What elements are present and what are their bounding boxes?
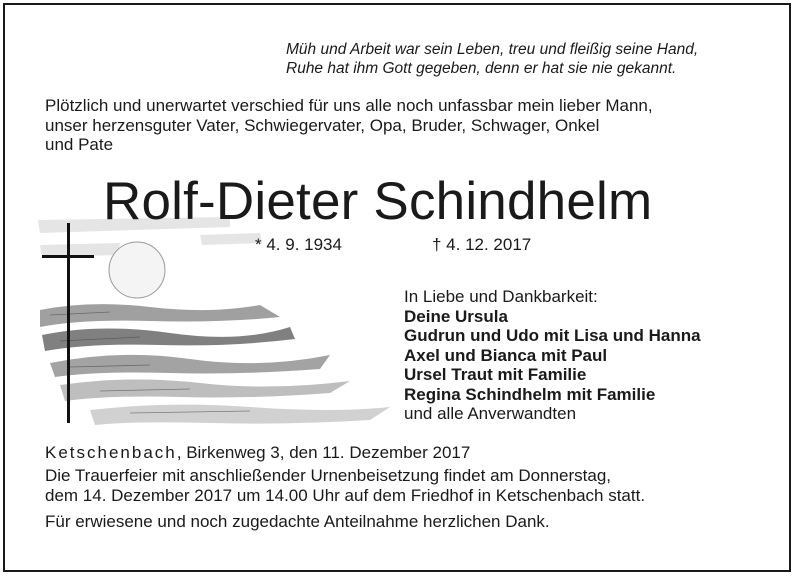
signers-heading: In Liebe und Dankbarkeit: (404, 287, 598, 306)
deceased-name: Rolf-Dieter Schindhelm (103, 172, 653, 231)
signers-block (404, 287, 701, 424)
death-date: † 4. 12. 2017 (432, 235, 532, 254)
place-address-date: , Birkenweg 3, den 11. Dezember 2017 (176, 443, 471, 462)
place-and-date (45, 443, 470, 463)
verse-line-1: Müh und Arbeit war sein Leben, treu und fleißig seine Hand, (286, 41, 699, 58)
signer-name: Deine Ursula (404, 306, 508, 326)
signer-name: Ursel Traut mit Familie (404, 365, 587, 384)
landscape-sun-illustration (30, 215, 400, 430)
mountain-range-2 (42, 327, 295, 351)
birth-date: * 4. 9. 1934 (255, 235, 342, 254)
verse-line-2: Ruhe hat ihm Gott gegeben, denn er hat sie nie gekannt. (286, 60, 677, 77)
mountain-range-4 (60, 379, 350, 401)
thanks-text: Für erwiesene und noch zugedachte Anteilnahme herzlichen Dank. (45, 512, 550, 531)
announcement-line-2: unser herzensguter Vater, Schwiegervater, Opa, Bruder, Schwager, Onkel (45, 115, 600, 135)
memorial-verse (286, 40, 698, 78)
mountain-range-5 (90, 405, 390, 425)
place-city: Ketschenbach (45, 443, 177, 462)
mountain-range-3 (50, 355, 330, 377)
signer-name: Regina Schindhelm mit Familie (404, 384, 656, 404)
mountain-range-1 (40, 304, 280, 327)
sun-disc (109, 242, 165, 298)
announcement-line-1: Plötzlich und unerwartet verschied für uns alle noch unfassbar mein lieber Mann, (45, 96, 653, 115)
announcement-text (45, 96, 653, 155)
signer-name: Gudrun und Udo mit Lisa und Hanna (404, 326, 701, 345)
signer-name: Axel und Bianca mit Paul (404, 345, 608, 365)
funeral-notice-line-1: Die Trauerfeier mit anschließender Urnenbeisetzung findet am Donnerstag, (45, 466, 612, 485)
funeral-notice-line-2: dem 14. Dezember 2017 um 14.00 Uhr auf dem Friedhof in Ketschenbach statt. (45, 486, 646, 505)
funeral-notice (45, 466, 645, 506)
signers-closing: und alle Anverwandten (404, 404, 577, 423)
announcement-line-3: und Pate (45, 135, 114, 154)
